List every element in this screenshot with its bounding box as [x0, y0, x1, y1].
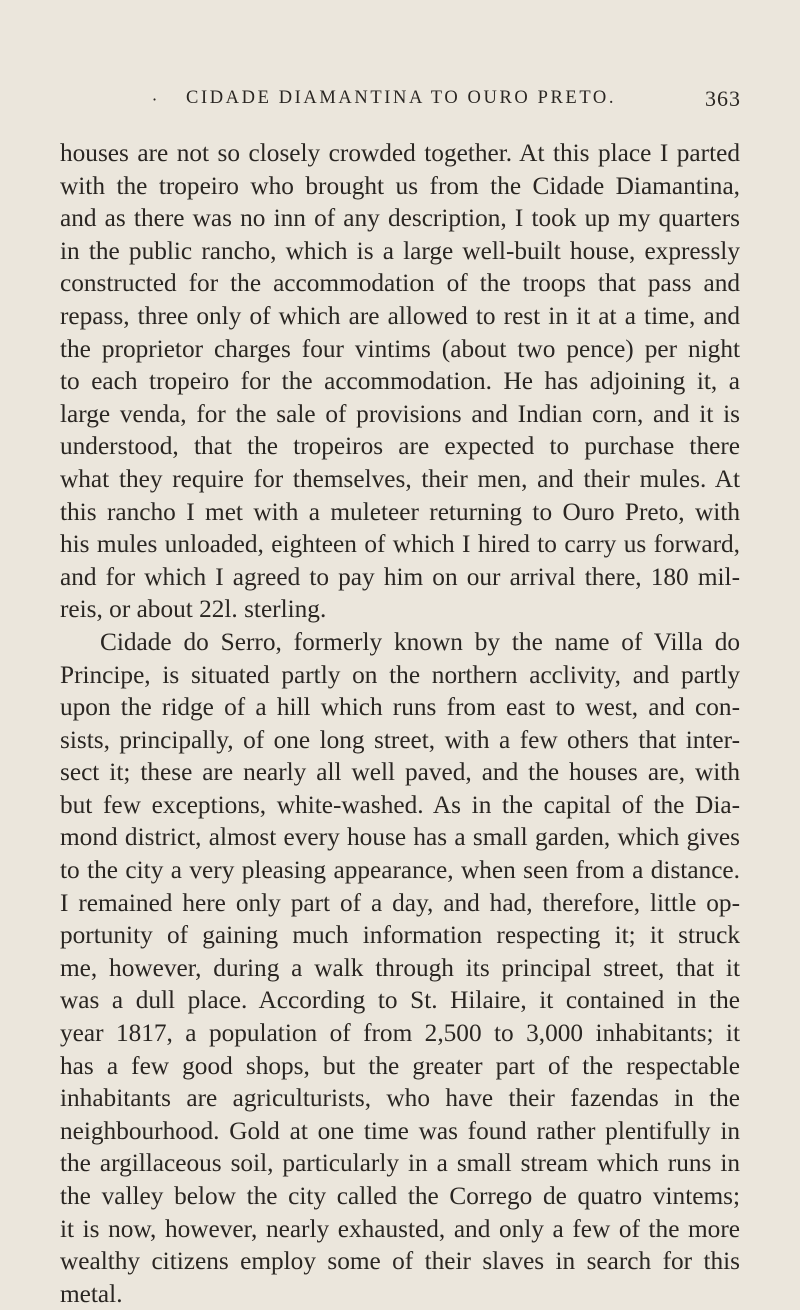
text-line: wealthy citizens employ some of their slaves in search for this — [60, 1247, 740, 1276]
text-line: houses are not so closely crowded together. At this place I parted — [60, 139, 740, 167]
text-line: understood, that the tropeiros are expected to purchase there — [60, 432, 740, 461]
text-line: large venda, for the sale of provisions and Indian corn, and it is — [60, 399, 740, 428]
text-line: with the tropeiro who brought us from the Cidade Diamantina, — [60, 171, 740, 200]
text-line: the valley below the city called the Corrego de quatro vintems; — [60, 1182, 740, 1210]
text-line: but few exceptions, white-washed. As in the capital of the Dia- — [60, 790, 740, 819]
text-line: was a dull place. According to St. Hilaire, it contained in the — [60, 986, 740, 1015]
text-line: Principe, is situated partly on the northern acclivity, and partly — [60, 660, 740, 689]
text-line: sect it; these are nearly all well paved, and the houses are, with — [60, 758, 740, 787]
text-line: neighbourhood. Gold at one time was found rather plentifully in — [60, 1116, 740, 1145]
text-line: his mules unloaded, eighteen of which I hired to carry us forward, — [60, 530, 740, 559]
text-line: it is now, however, nearly exhausted, and only a few of the more — [60, 1214, 740, 1243]
page-number: 363 — [705, 86, 741, 111]
text-line: inhabitants are agriculturists, who have their fazendas in the — [60, 1084, 740, 1113]
text-line: the proprietor charges four vintims (about two pence) per night — [60, 334, 740, 363]
text-line: the argillaceous soil, particularly in a small stream which runs in — [60, 1149, 740, 1178]
text-line: me, however, during a walk through its principal street, that it — [60, 953, 740, 982]
body-text — [60, 137, 740, 1310]
text-line: to the city a very pleasing appearance, when seen from a distance. — [60, 856, 740, 885]
text-line: what they require for themselves, their men, and their mules. At — [60, 464, 740, 493]
text-line: mond district, almost every house has a small garden, which gives — [60, 823, 740, 852]
text-line: portunity of gaining much information respecting it; it struck — [60, 921, 740, 950]
text-line: repass, three only of which are allowed to rest in it at a time, and — [60, 301, 740, 330]
text-line: in the public rancho, which is a large well-built house, expressly — [60, 236, 740, 265]
running-head-dot: · — [152, 90, 158, 109]
text-line: and as there was no inn of any description, I took up my quarters — [60, 204, 740, 233]
paragraph-first-line: Cidade do Serro, formerly known by the name of Villa do — [100, 627, 740, 656]
text-line: and for which I agreed to pay him on our arrival there, 180 mil- — [60, 562, 740, 591]
running-head-title: CIDADE DIAMANTINA TO OURO PRETO. — [186, 88, 617, 108]
text-line: to each tropeiro for the accommodation. He has adjoining it, a — [60, 367, 740, 396]
text-line: upon the ridge of a hill which runs from east to west, and con- — [60, 693, 740, 722]
text-line: this rancho I met with a muleteer returning to Ouro Preto, with — [60, 497, 740, 526]
text-line: I remained here only part of a day, and had, therefore, little op- — [60, 888, 740, 917]
text-line: year 1817, a population of from 2,500 to 3,000 inhabitants; it — [60, 1019, 740, 1048]
text-line: sists, principally, of one long street, with a few others that inter- — [60, 725, 740, 754]
paragraph-end-line: reis, or about 22l. sterling. — [60, 595, 327, 624]
text-line: has a few good shops, but the greater part of the respectable — [60, 1051, 740, 1080]
paragraph-end-line: metal. — [60, 1279, 123, 1308]
text-line: constructed for the accommodation of the troops that pass and — [60, 269, 740, 298]
running-head — [0, 86, 800, 116]
